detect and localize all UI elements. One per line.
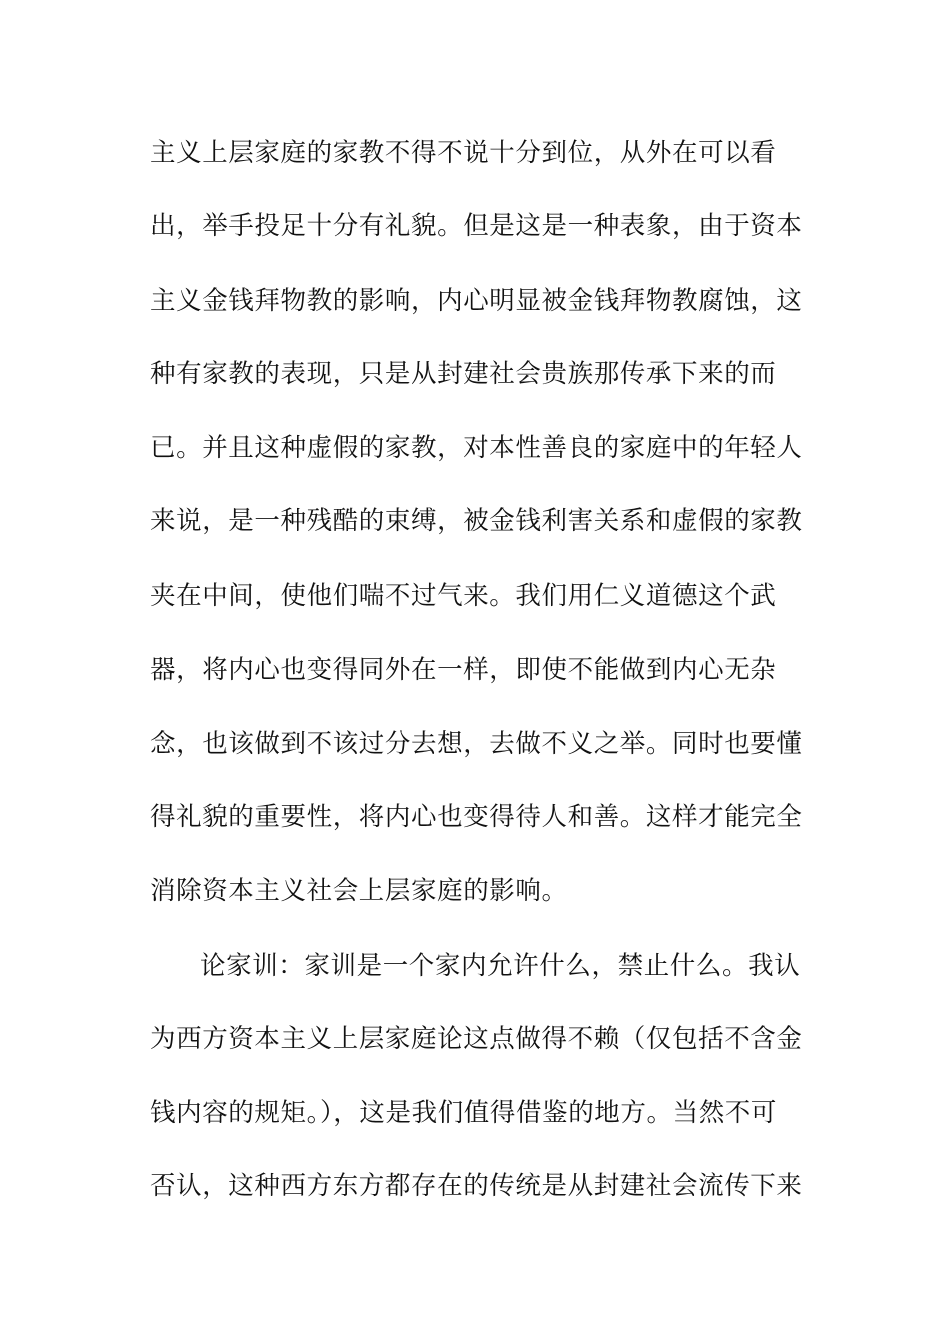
text-line: 已。并且这种虚假的家教，对本性善良的家庭中的年轻人 <box>150 433 803 463</box>
text-line: 种有家教的表现，只是从封建社会贵族那传承下来的而 <box>150 359 777 389</box>
text-line: 为西方资本主义上层家庭论这点做得不赖（仅包括不含金 <box>150 1024 803 1054</box>
text-line: 出，举手投足十分有礼貌。但是这是一种表象，由于资本 <box>150 211 803 241</box>
text-line: 来说，是一种残酷的束缚，被金钱利害关系和虚假的家教 <box>150 506 803 536</box>
paragraph-start-line: 论家训：家训是一个家内允许什么，禁止什么。我认 <box>200 951 801 981</box>
text-line: 夹在中间，使他们喘不过气来。我们用仁义道德这个武 <box>150 581 777 611</box>
text-line: 得礼貌的重要性，将内心也变得待人和善。这样才能完全 <box>150 802 803 832</box>
text-line: 念，也该做到不该过分去想，去做不义之举。同时也要懂 <box>150 729 803 759</box>
text-line: 主义上层家庭的家教不得不说十分到位，从外在可以看 <box>150 138 777 168</box>
text-line: 主义金钱拜物教的影响，内心明显被金钱拜物教腐蚀，这 <box>150 286 803 316</box>
text-line: 钱内容的规矩。），这是我们值得借鉴的地方。当然不可 <box>150 1098 778 1128</box>
text-line: 消除资本主义社会上层家庭的影响。 <box>150 876 568 906</box>
text-line: 否认，这种西方东方都存在的传统是从封建社会流传下来 <box>150 1171 803 1201</box>
text-line: 器，将内心也变得同外在一样，即使不能做到内心无杂 <box>150 655 777 685</box>
